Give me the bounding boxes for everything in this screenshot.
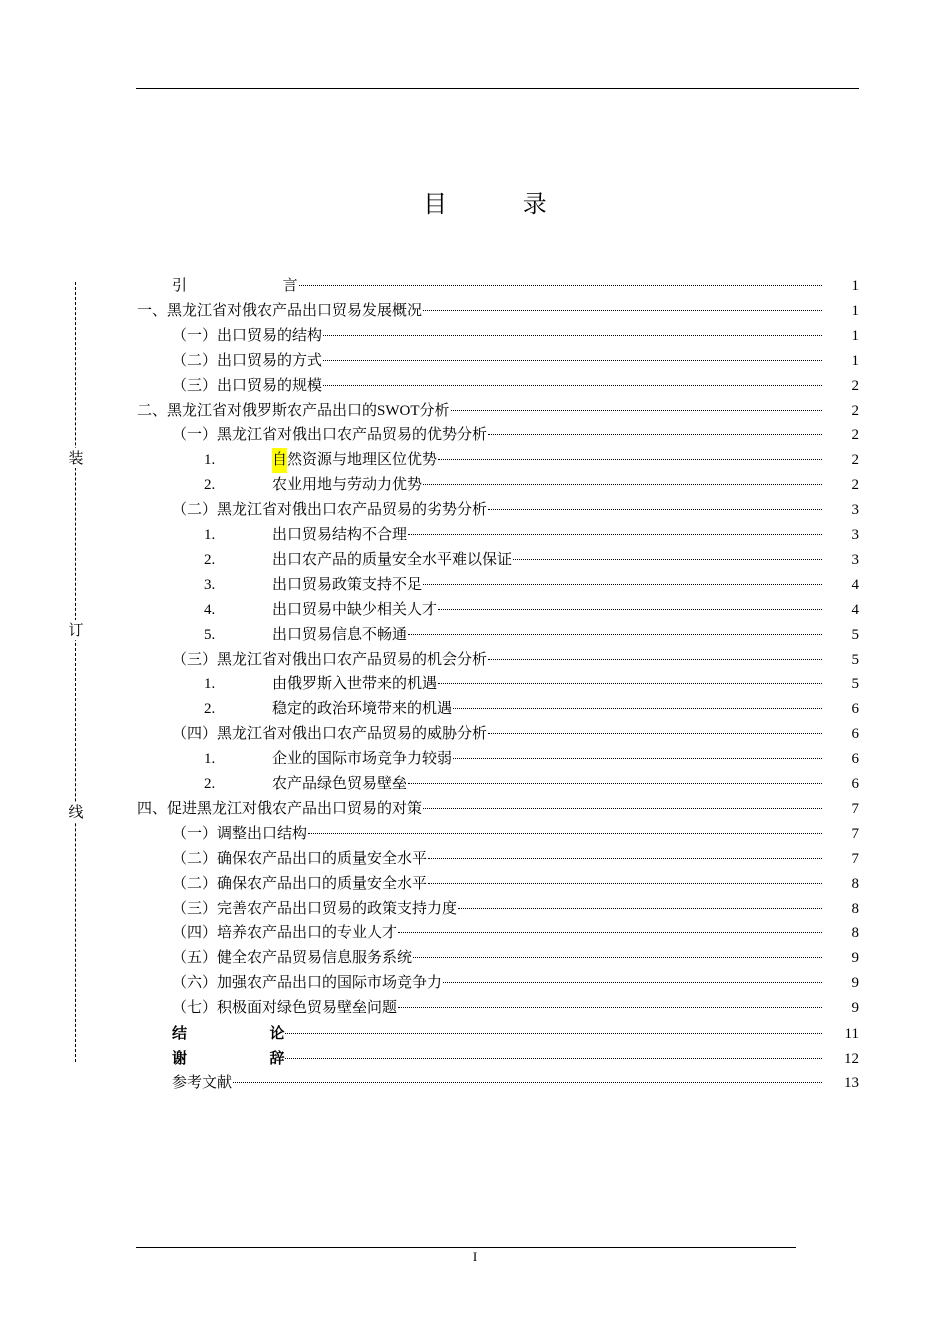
toc-leader-dots (398, 932, 822, 933)
toc-leader-dots (323, 385, 822, 386)
toc-leader-dots (451, 410, 823, 411)
toc-entry[interactable] (137, 797, 859, 822)
toc-leader-dots (488, 509, 822, 510)
toc-leader-dots (423, 484, 822, 485)
toc-entry[interactable] (204, 448, 859, 473)
toc-leader-dots (408, 783, 822, 784)
toc-page-number: 9 (851, 1000, 859, 1017)
toc-page-number: 9 (851, 975, 859, 992)
toc-entry[interactable] (172, 423, 859, 448)
toc-entry-title: 出口贸易结构不合理 (272, 527, 408, 543)
toc-entry[interactable] (137, 299, 859, 324)
toc-entry[interactable] (137, 399, 859, 424)
toc-page-number: 8 (851, 925, 859, 942)
toc-page-number: 8 (851, 875, 859, 892)
toc-leader-dots (299, 285, 822, 286)
toc-entry-title: （二）黑龙江省对俄出口农产品贸易的劣势分析 (172, 502, 488, 519)
toc-leader-dots (323, 360, 822, 361)
toc-leader-dots (233, 1082, 822, 1083)
toc-entry-title: 二、黑龙江省对俄罗斯农产品出口的SWOT分析 (137, 402, 450, 419)
toc-entry[interactable] (204, 672, 859, 697)
toc-page-number: 6 (851, 751, 859, 768)
toc-entry-title: 结 论 (172, 1024, 285, 1042)
toc-page-number: 2 (851, 477, 859, 494)
toc-page-number: 13 (844, 1074, 859, 1091)
toc-page-number: 7 (851, 825, 859, 842)
toc-entry[interactable] (172, 822, 859, 847)
toc-leader-dots (323, 335, 822, 336)
toc-entry[interactable] (172, 946, 859, 971)
toc-page-number: 2 (851, 452, 859, 469)
toc-entry-number: 3. (204, 576, 216, 593)
toc-entry[interactable] (172, 1046, 859, 1071)
toc-page-number: 1 (851, 302, 859, 319)
toc-entry-title: （二）确保农产品出口的质量安全水平 (172, 875, 428, 892)
toc-entry-title: 出口贸易中缺少相关人才 (272, 601, 438, 618)
toc-page-number: 5 (851, 676, 859, 693)
toc-leader-dots (285, 1033, 822, 1034)
toc-entry-title: 一、黑龙江省对俄农产品出口贸易发展概况 (137, 302, 423, 319)
toc-entry-title: 企业的国际市场竞争力较弱 (272, 751, 453, 768)
toc-entry-title: （一）调整出口结构 (172, 825, 308, 842)
toc-page-number: 1 (851, 327, 859, 344)
toc-page-number: 2 (851, 402, 859, 419)
toc-entry[interactable] (204, 548, 859, 573)
toc-entry-number: 2. (204, 776, 216, 792)
toc-entry[interactable] (172, 921, 859, 946)
toc-entry-title: 农产品绿色贸易壁垒 (272, 776, 408, 792)
toc-entry-title: 农业用地与劳动力优势 (272, 477, 423, 494)
toc-entry-title: （一）黑龙江省对俄出口农产品贸易的优势分析 (172, 427, 488, 444)
toc-entry[interactable] (172, 872, 859, 897)
toc-entry-number: 4. (204, 601, 216, 618)
toc-leader-dots (438, 459, 822, 460)
toc-entry-number: 5. (204, 626, 216, 643)
toc-leader-dots (453, 758, 822, 759)
toc-entry-number: 2. (204, 551, 216, 568)
toc-entry-title: （一）出口贸易的结构 (172, 327, 323, 344)
toc-page-number: 5 (851, 626, 859, 643)
toc-entry[interactable] (172, 274, 859, 299)
toc-leader-dots (398, 1007, 822, 1008)
toc-page-number: 3 (851, 551, 859, 568)
toc-entry-title: 四、促进黑龙江对俄农产品出口贸易的对策 (137, 800, 423, 817)
toc-page-number: 7 (851, 850, 859, 867)
binding-dashed-line (75, 282, 76, 1062)
toc-page-number: 6 (851, 776, 859, 792)
toc-entry-number: 1. (204, 527, 216, 543)
toc-page-number: 1 (851, 352, 859, 369)
footer-page-number: I (472, 1249, 478, 1264)
page-title: 目 录 (423, 190, 581, 218)
toc-entry[interactable] (172, 1071, 859, 1096)
toc-leader-dots (488, 434, 822, 435)
toc-entry-title: 稳定的政治环境带来的机遇 (272, 701, 453, 718)
toc-page-number: 6 (851, 726, 859, 743)
toc-entry-number: 1. (204, 452, 216, 469)
toc-leader-dots (423, 310, 822, 311)
toc-entry-title: 参考文献 (172, 1074, 233, 1091)
toc-leader-dots (408, 634, 822, 635)
toc-entry[interactable] (172, 374, 859, 399)
toc-leader-dots (308, 833, 822, 834)
toc-page-number: 7 (851, 800, 859, 817)
toc-leader-dots (423, 584, 822, 585)
binding-char-ding: 订 (68, 621, 84, 639)
toc-entry[interactable] (204, 573, 859, 598)
toc-entry[interactable] (172, 324, 859, 349)
toc-entry-title: 然资源与地理区位优势 (287, 452, 438, 469)
toc-page-number: 4 (851, 601, 859, 618)
toc-entry-number: 2. (204, 701, 216, 718)
toc-entry[interactable] (204, 747, 859, 772)
toc-leader-dots (438, 683, 822, 684)
toc-page-number: 6 (851, 701, 859, 718)
toc-page-number: 8 (851, 900, 859, 917)
toc-page-number: 4 (851, 576, 859, 593)
binding-char-xian: 线 (68, 803, 84, 821)
toc-leader-dots (488, 733, 822, 734)
toc-leader-dots (413, 957, 822, 958)
footer-rule (136, 1247, 796, 1248)
toc-entry-highlight: 自 (272, 448, 287, 473)
toc-page-number: 9 (851, 950, 859, 967)
toc-entry-title: （三）出口贸易的规模 (172, 377, 323, 394)
toc-leader-dots (438, 609, 822, 610)
toc-entry-title: 谢 辞 (172, 1048, 285, 1067)
toc-leader-dots (488, 659, 822, 660)
toc-entry-title: （三）黑龙江省对俄出口农产品贸易的机会分析 (172, 651, 488, 668)
toc-entry-title: 出口贸易信息不畅通 (272, 626, 408, 643)
toc-entry[interactable] (172, 498, 859, 523)
binding-line (68, 282, 84, 1062)
toc-entry-title: （四）培养农产品出口的专业人才 (172, 925, 398, 942)
toc-entry-title: （五）健全农产品贸易信息服务系统 (172, 950, 413, 967)
toc-entry[interactable] (172, 349, 859, 374)
toc-entry-title: 引 言 (172, 278, 298, 294)
toc-page-number: 3 (851, 502, 859, 519)
toc-entry[interactable] (172, 1021, 859, 1046)
toc-entry-title: （四）黑龙江省对俄出口农产品贸易的威胁分析 (172, 726, 488, 743)
toc-page-number: 1 (851, 278, 859, 294)
toc-entry[interactable] (172, 996, 859, 1021)
toc-page-number: 11 (844, 1026, 859, 1042)
toc-leader-dots (408, 534, 822, 535)
toc-leader-dots (453, 708, 822, 709)
toc-page-number: 2 (851, 427, 859, 444)
toc-entry[interactable] (204, 473, 859, 498)
toc-entry[interactable] (204, 523, 859, 548)
header-rule (136, 88, 859, 89)
toc-entry[interactable] (172, 971, 859, 996)
toc-leader-dots (285, 1058, 822, 1059)
toc-page-number: 2 (851, 377, 859, 394)
toc-entry-title: 由俄罗斯入世带来的机遇 (272, 676, 438, 693)
toc-entry[interactable] (172, 897, 859, 922)
toc-entry-title: 出口贸易政策支持不足 (272, 576, 423, 593)
binding-char-zhuang: 装 (68, 449, 84, 467)
toc-leader-dots (458, 908, 822, 909)
toc-page-number: 3 (851, 527, 859, 543)
toc-leader-dots (513, 559, 822, 560)
toc-entry-title: （七）积极面对绿色贸易壁垒问题 (172, 1000, 398, 1017)
toc-page-number: 12 (844, 1050, 859, 1067)
toc-leader-dots (443, 982, 822, 983)
toc-entry[interactable] (204, 772, 859, 797)
toc-entry-title: （六）加强农产品出口的国际市场竞争力 (172, 975, 443, 992)
toc-entry-number: 1. (204, 751, 216, 768)
toc-entry[interactable] (172, 847, 859, 872)
toc-entry-number: 1. (204, 676, 216, 693)
toc-entry-number: 2. (204, 477, 216, 494)
toc-page-number: 5 (851, 651, 859, 668)
toc-entry[interactable] (204, 623, 859, 648)
toc-entry[interactable] (172, 722, 859, 747)
toc-leader-dots (428, 883, 822, 884)
toc-leader-dots (428, 858, 822, 859)
toc-entry[interactable] (204, 697, 859, 722)
toc-entry-title: （二）出口贸易的方式 (172, 352, 323, 369)
toc-leader-dots (423, 808, 822, 809)
toc-entry[interactable] (172, 648, 859, 673)
toc-entry-title: （二）确保农产品出口的质量安全水平 (172, 850, 428, 867)
toc-entry-title: 出口农产品的质量安全水平难以保证 (272, 551, 513, 568)
toc-entry-title: （三）完善农产品出口贸易的政策支持力度 (172, 900, 458, 917)
toc-entry[interactable] (204, 598, 859, 623)
